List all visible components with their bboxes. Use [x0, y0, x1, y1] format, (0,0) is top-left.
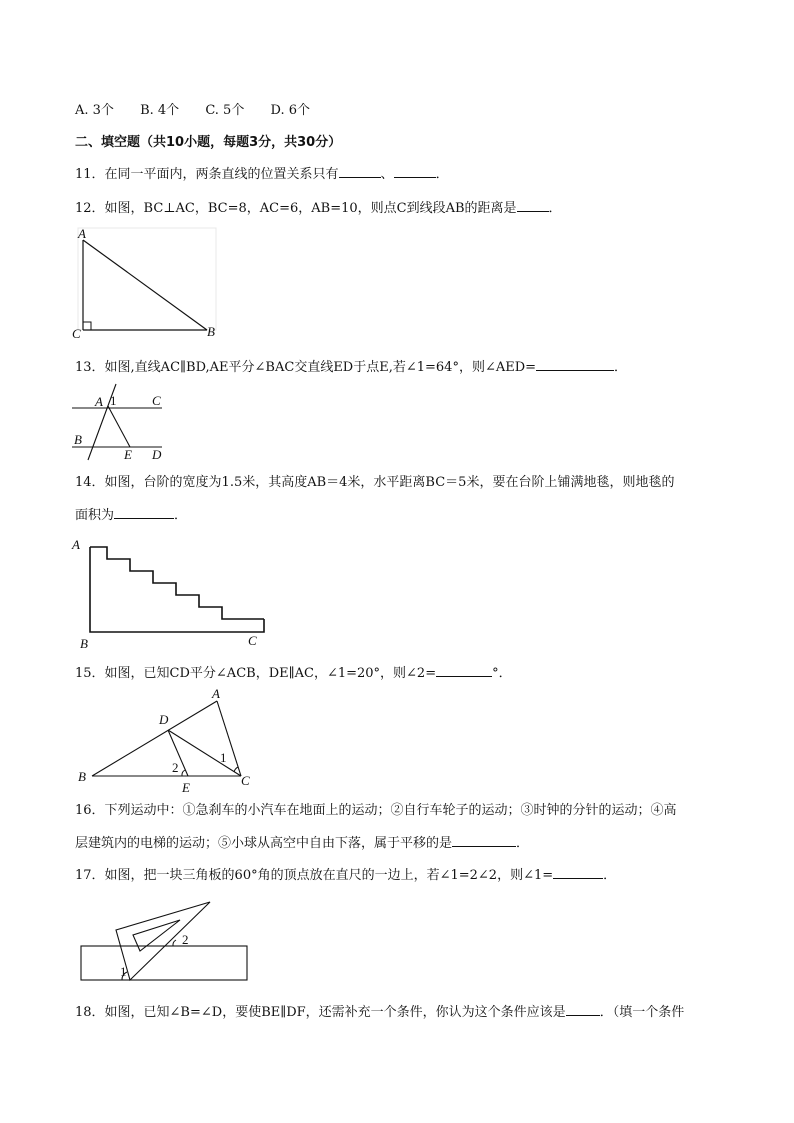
question-14-line-2: [75, 506, 187, 525]
q17-label-2: 2: [182, 932, 189, 947]
question-11: [75, 165, 449, 184]
q13-figure: [72, 384, 167, 464]
q12-blank[interactable]: [517, 199, 549, 212]
question-16-line-1: 16．下列运动中：①急刹车的小汽车在地面上的运动；②自行车轮子的运动；③时钟的分针的运动；④高: [75, 803, 677, 818]
q15-end: °．: [492, 666, 512, 681]
q17-label-1: 1: [120, 964, 127, 979]
q11-text: 11．在同一平面内，两条直线的位置关系只有: [75, 167, 339, 182]
q15-text: 15．如图，已知CD平分∠ACB，DE∥AC，∠1=20°，则∠2=: [75, 666, 437, 681]
q14-end: ．: [174, 508, 188, 523]
q12-figure: [72, 226, 226, 341]
q18-text: 18．如图，已知∠B=∠D，要使BE∥DF，还需补充一个条件，你认为这个条件应该是: [75, 1005, 566, 1020]
q13-label-a: A: [95, 394, 103, 409]
q16-end: ．: [516, 836, 530, 851]
q15-label-a: A: [212, 686, 220, 701]
q11-end: ．: [435, 167, 449, 182]
question-12: [75, 199, 562, 218]
q10-options: [75, 102, 332, 120]
q12-frame: [78, 228, 216, 330]
q17-text: 17．如图，把一块三角板的60°角的顶点放在直尺的一边上，若∠1=2∠2，则∠1=: [75, 868, 554, 883]
option-c: C. 5个: [205, 103, 245, 118]
q15-label-b: B: [78, 769, 86, 784]
q11-sep: 、: [380, 167, 394, 182]
q13-label-b: B: [74, 432, 82, 447]
q11-blank-1[interactable]: [339, 165, 381, 178]
q13-blank[interactable]: [536, 358, 614, 371]
q15-blank[interactable]: [436, 664, 492, 677]
section-heading: 二、填空题（共10小题，每题3分，共30分）: [75, 135, 342, 150]
q16-text: 层建筑内的电梯的运动；⑤小球从高空中自由下落，属于平移的是: [75, 836, 453, 851]
q16-blank[interactable]: [452, 834, 516, 847]
q14-label-b: B: [80, 636, 88, 651]
q13-end: ．: [614, 360, 628, 375]
q17-blank[interactable]: [553, 866, 603, 879]
question-16-line-2: [75, 834, 529, 853]
q11-blank-2[interactable]: [394, 165, 436, 178]
q13-label-d: D: [152, 447, 162, 462]
q13-label-e: E: [124, 447, 132, 462]
q14-label-a: A: [72, 537, 80, 552]
question-14-line-1: 14．如图，台阶的宽度为1.5米，其高度AB＝4米，水平距离BC＝5米，要在台阶上铺满地毯，则地毯的: [75, 475, 675, 490]
q12-label-c: C: [72, 326, 81, 341]
question-17: [75, 866, 616, 885]
q15-figure: [75, 688, 260, 798]
q12-right-angle: [83, 322, 91, 330]
q12-label-a: A: [78, 226, 86, 241]
q17-triangle-outer: [116, 902, 210, 980]
q14-steps: [90, 547, 264, 619]
q13-line-ae: [108, 406, 130, 447]
q17-end: ．: [603, 868, 617, 883]
q17-figure: [80, 900, 252, 985]
q18-end: ．（填一个条件: [599, 1005, 685, 1020]
q13-label-c: C: [152, 393, 161, 408]
q17-angle-2-arc: [173, 940, 176, 946]
q18-blank[interactable]: [566, 1003, 600, 1016]
q12-label-b: B: [207, 324, 215, 339]
q15-side-ba: [92, 701, 217, 776]
option-a: A. 3个: [75, 103, 114, 118]
q14-label-c: C: [248, 633, 257, 648]
q15-label-2: 2: [172, 760, 179, 775]
q12-end: ．: [548, 201, 562, 216]
option-d: D. 6个: [270, 103, 310, 118]
q15-label-1: 1: [220, 750, 227, 765]
q15-angle-2-arc: [182, 770, 185, 776]
q14-blank[interactable]: [114, 506, 174, 519]
option-b: B. 4个: [140, 103, 180, 118]
q15-label-c: C: [241, 773, 250, 788]
q12-side-ab: [83, 240, 207, 330]
q12-text: 12．如图，BC⊥AC，BC=8，AC=6，AB=10，则点C到线段AB的距离是: [75, 201, 517, 216]
q14-text: 面积为: [75, 508, 115, 523]
q13-text: 13．如图,直线AC∥BD,AE平分∠BAC交直线ED于点E,若∠1=64°，则∠AED=: [75, 360, 537, 375]
question-15: [75, 664, 512, 683]
q13-label-1: 1: [110, 393, 117, 408]
q15-angle-1-arc: [234, 767, 238, 772]
q17-ruler: [81, 946, 247, 980]
q15-label-e: E: [182, 780, 190, 795]
q15-label-d: D: [159, 712, 169, 727]
question-13: [75, 358, 627, 377]
q14-figure: [70, 535, 270, 650]
q15-line-dc: [168, 730, 241, 776]
question-18: [75, 1003, 684, 1022]
